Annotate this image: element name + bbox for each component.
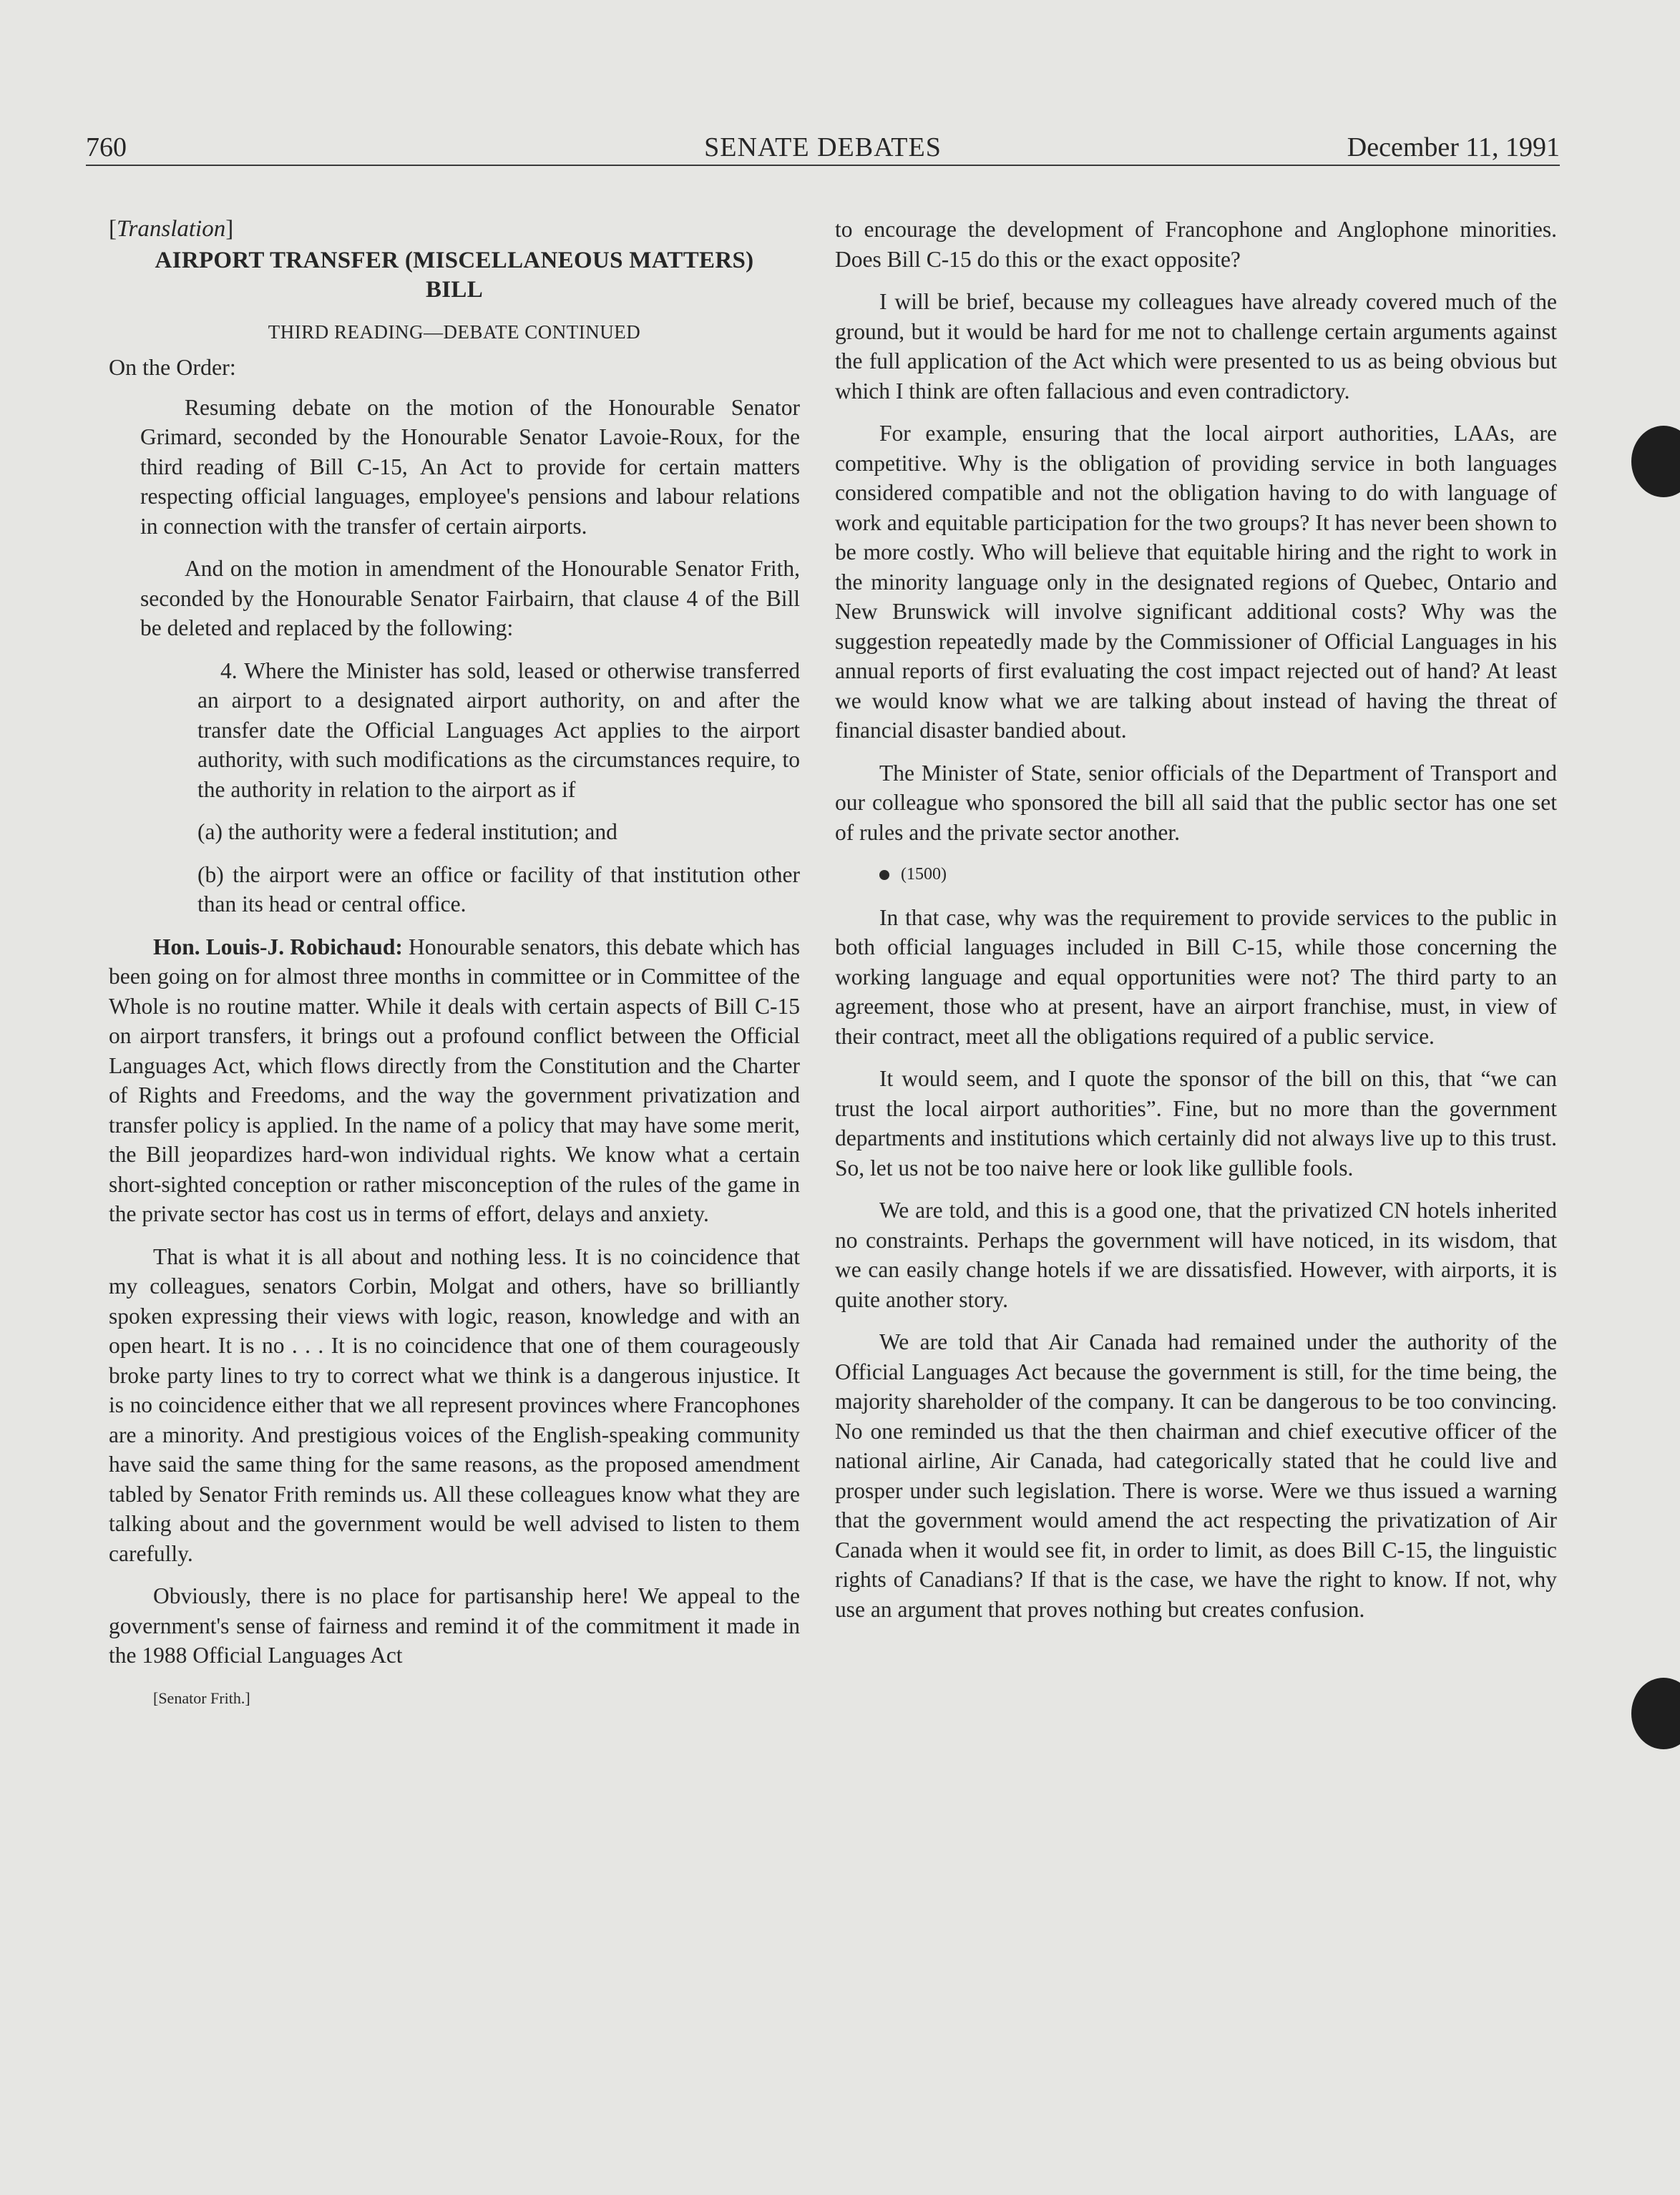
bullet-icon bbox=[879, 870, 889, 880]
binder-hole-icon bbox=[1631, 1678, 1680, 1749]
page-header bbox=[86, 130, 1560, 166]
page-number: 760 bbox=[86, 132, 127, 162]
bill-heading-line1: AIRPORT TRANSFER (MISCELLANEOUS MATTERS) bbox=[155, 247, 754, 273]
clause-4: 4. Where the Minister has sold, leased or otherwise transferred an airport to a designated airport authority, on and after the transfer date the Official Languages Act applies to the airport authority, with such modifications as the circumstances require, to the authority in relation to the airport as if bbox=[197, 657, 800, 802]
clause-a: (a) the authority were a federal institution; and bbox=[197, 819, 617, 844]
speech-paragraph: to encourage the development of Francophone and Anglophone minorities. Does Bill C-15 do this or the exact opposite? bbox=[835, 217, 1557, 272]
speech-paragraph: We are told that Air Canada had remained under the authority of the Official Languages Act because the government is still, for the time being, the majority shareholder of the company. It can be dangerous to be too convincing. No one reminded us that the then chairman and chief executive officer of the national airline, Air Canada, had categorically stated that he could live and prosper under such legislation. There is worse. Were we thus issued a warning that the government would amend the act respecting the privatization of Air Canada when it would see fit, in order to limit, as does Bill C-15, the linguistic rights of Canadians? If that is the case, we have the right to know. If not, why use an argument that proves nothing but creates confusion. bbox=[835, 1329, 1557, 1622]
publication-date: December 11, 1991 bbox=[1347, 132, 1560, 162]
timestamp-text: (1500) bbox=[901, 865, 947, 884]
speech-paragraph: It would seem, and I quote the sponsor of the bill on this, that “we can trust the local airport authorities”. Fine, but no more than the government departments and institutions which certainly did not always live up to this trust. So, let us not be too naive here or look like gullible fools. bbox=[835, 1066, 1557, 1180]
motion-text: Resuming debate on the motion of the Honourable Senator Grimard, seconded by the Honourable Senator Lavoie-Roux, for the third reading of Bill C-15, An Act to provide for certain matters respecting official languages, employee's pensions and labour relations in connection with the transfer of certain airports. bbox=[140, 394, 800, 539]
clause-block bbox=[197, 656, 800, 919]
footer-note: [Senator Frith.] bbox=[153, 1688, 250, 1707]
translation-tag: [Translation] bbox=[109, 216, 234, 242]
clause-b: (b) the airport were an office or facility of that institution other than its head or central office. bbox=[197, 861, 800, 916]
binder-hole-icon bbox=[1631, 426, 1680, 497]
publication-title: SENATE DEBATES bbox=[704, 132, 942, 162]
speech-paragraph: We are told, and this is a good one, that the privatized CN hotels inherited no constraints. Perhaps the government will have noticed, in its wisdom, that we can easily change hotels if we are dissatisfied. However, with airports, it is quite another story. bbox=[835, 1198, 1557, 1312]
timestamp bbox=[835, 860, 1557, 890]
speech-paragraph: That is what it is all about and nothing less. It is no coincidence that my colleagues, senators Corbin, Molgat and others, have so brilliantly spoken expressing their views with logic, reason, knowledge and with an open heart. It is no . . . It is no coincidence that one of them courageously broke party lines to try to correct what we think is a dangerous injustice. It is no coincidence either that we all represent provinces where Francophones are a minority. And prestigious voices of the English-speaking community have said the same thing for the same reasons, as the proposed amendment tabled by Senator Frith reminds us. All these colleagues know what they are talking about and the government would be well advised to listen to them carefully. bbox=[109, 1243, 800, 1566]
bill-heading bbox=[109, 246, 800, 305]
order-line: On the Order: bbox=[109, 354, 236, 380]
speech-paragraph: The Minister of State, senior officials of the Department of Transport and our colleague who sponsored the bill all said that the public sector has one set of rules and the private sector another. bbox=[835, 760, 1557, 845]
motion-block bbox=[140, 393, 800, 919]
speech-text: Honourable senators, this debate which has been going on for almost three months in committee or in Committee of the Whole is no routine matter. While it deals with certain aspects of Bill C-15 on airport transfers, it brings out a profound conflict between the Official Languages Act, which flows directly from the Constitution and the Charter of Rights and Freedoms, and the way the government privatization and transfer policy is applied. In the name of a policy that may have some merit, the Bill jeopardizes hard-won individual rights. We know what a certain short-sighted conception or rather misconception of the rules of the game in the private sector has cost us in terms of effort, delays and anxiety. bbox=[109, 934, 800, 1226]
speech-paragraph bbox=[109, 932, 800, 1229]
speech-paragraph: For example, ensuring that the local airport authorities, LAAs, are competitive. Why is the obligation of providing service in both languages considered compatible and not the obligation having to do with language of work and equitable participation for the two groups? It has never been shown to be more costly. Who will believe that equitable hiring and the right to work in the minority language only in the designated regions of Quebec, Ontario and New Brunswick will involve significant additional costs? Why was the suggestion repeatedly made by the Commissioner of Official Languages in his annual reports of first evaluating the cost impact rejected out of hand? At least we would know what we are talking about instead of having the threat of financial disaster bandied about. bbox=[835, 421, 1557, 743]
speech-paragraph: Obviously, there is no place for partisanship here! We appeal to the government's sense of fairness and remind it of the commitment it made in the 1988 Official Languages Act bbox=[109, 1583, 800, 1668]
speaker-name: Hon. Louis-J. Robichaud: bbox=[153, 934, 403, 959]
speech-paragraph: I will be brief, because my colleagues have already covered much of the ground, but it would be hard for me not to challenge certain arguments against the full application of the Act which were presented to us as being obvious but which I think are often fallacious and even contradictory. bbox=[835, 289, 1557, 404]
right-column bbox=[835, 215, 1557, 1637]
amendment-text: And on the motion in amendment of the Honourable Senator Frith, seconded by the Honourable Senator Fairbairn, that clause 4 of the Bill be deleted and replaced by the following: bbox=[140, 556, 800, 640]
speech-paragraph: In that case, why was the requirement to provide services to the public in both official languages included in Bill C-15, while those concerning the working language and equal opportunities were not? The third party to an agreement, those who at present, have an airport franchise, must, in view of their contract, meet all the obligations required of a public service. bbox=[835, 904, 1557, 1049]
bill-heading-line2: BILL bbox=[425, 276, 484, 303]
reading-subheading: THIRD READING—DEBATE CONTINUED bbox=[268, 321, 641, 343]
left-column bbox=[109, 215, 800, 1726]
